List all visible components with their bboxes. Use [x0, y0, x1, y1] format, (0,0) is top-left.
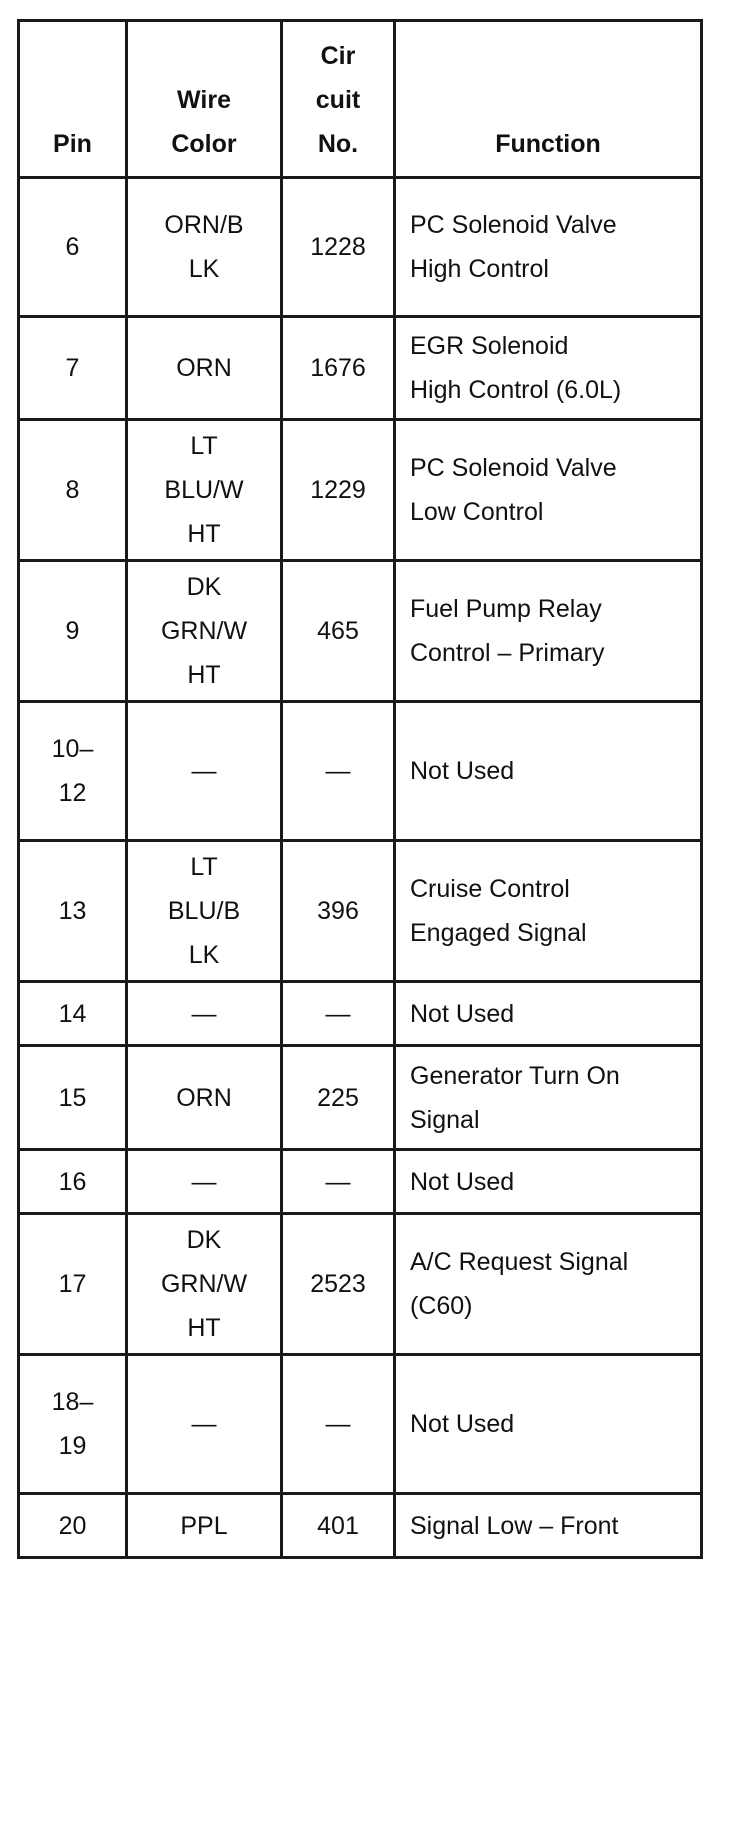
cell-function: [395, 178, 702, 317]
cell-text-line: 8: [65, 476, 80, 504]
cell-text-line: —: [191, 1167, 217, 1196]
cell-text-line: Pin: [53, 130, 92, 158]
cell-wire-color: [127, 1214, 282, 1355]
cell-text-line: Color: [171, 130, 237, 158]
cell-text-line: A/C Request Signal: [410, 1248, 629, 1276]
cell-text-line: Not Used: [410, 757, 515, 785]
cell-text-line: 12: [58, 779, 87, 807]
header-wire-color: [127, 21, 282, 178]
cell-text-line: —: [191, 1410, 217, 1438]
cell-pin: [19, 702, 127, 841]
cell-wire-color: [127, 420, 282, 561]
cell-text-line: 10–: [51, 735, 94, 763]
cell-text-line: 401: [317, 1511, 359, 1540]
cell-text-line: 7: [65, 354, 80, 382]
cell-function: [395, 561, 702, 702]
cell-function: [395, 1046, 702, 1150]
cell-text-line: PPL: [180, 1511, 228, 1540]
cell-circuit-no: [282, 1150, 395, 1214]
cell-text-line: HT: [187, 520, 221, 548]
cell-pin: [19, 317, 127, 420]
cell-text-line: (C60): [410, 1292, 473, 1320]
cell-text-line: 1228: [310, 233, 366, 261]
cell-text-line: —: [325, 999, 351, 1028]
cell-pin: [19, 982, 127, 1046]
table-row: [19, 317, 702, 420]
cell-text-line: 17: [58, 1270, 87, 1298]
cell-text-line: Low Control: [410, 498, 544, 526]
cell-circuit-no: [282, 702, 395, 841]
cell-wire-color: [127, 841, 282, 982]
table-row: [19, 561, 702, 702]
cell-text-line: BLU/W: [164, 476, 244, 504]
cell-circuit-no: [282, 1355, 395, 1494]
cell-text-line: 15: [58, 1083, 87, 1112]
cell-function: [395, 982, 702, 1046]
cell-text-line: Control – Primary: [410, 639, 605, 667]
cell-text-line: LK: [188, 941, 220, 969]
cell-circuit-no: [282, 317, 395, 420]
cell-wire-color: [127, 1355, 282, 1494]
cell-wire-color: [127, 1150, 282, 1214]
cell-text-line: DK: [186, 1226, 222, 1254]
cell-text-line: Fuel Pump Relay: [410, 595, 602, 623]
cell-text-line: PC Solenoid Valve: [410, 211, 617, 239]
cell-wire-color: [127, 317, 282, 420]
cell-text-line: High Control (6.0L): [410, 376, 622, 404]
cell-text-line: ORN: [176, 1083, 232, 1112]
cell-text-line: 16: [58, 1167, 87, 1196]
cell-text-line: Cir: [320, 42, 356, 70]
cell-text-line: LT: [190, 432, 218, 460]
cell-text-line: Wire: [177, 86, 231, 114]
cell-text-line: —: [325, 757, 351, 785]
cell-text-line: —: [191, 757, 217, 785]
cell-text-line: HT: [187, 661, 221, 689]
header-circuit-no: [282, 21, 395, 178]
cell-text-line: ORN: [176, 354, 232, 382]
cell-function: [395, 1150, 702, 1214]
cell-text-line: 1676: [310, 354, 366, 382]
cell-text-line: Signal Low – Front: [410, 1511, 619, 1540]
cell-text-line: 13: [58, 897, 87, 925]
table-row: [19, 1355, 702, 1494]
cell-pin: [19, 1494, 127, 1558]
cell-text-line: LT: [190, 853, 218, 881]
cell-text-line: No.: [317, 130, 359, 158]
cell-text-line: 465: [317, 617, 359, 645]
cell-text-line: BLU/B: [167, 897, 241, 925]
cell-pin: [19, 561, 127, 702]
cell-text-line: 18–: [51, 1388, 94, 1416]
cell-function: [395, 420, 702, 561]
cell-text-line: DK: [186, 573, 222, 601]
cell-text-line: 19: [58, 1432, 87, 1460]
cell-function: [395, 841, 702, 982]
cell-text-line: GRN/W: [160, 1270, 248, 1298]
cell-function: [395, 1494, 702, 1558]
table-row: [19, 1046, 702, 1150]
table-row: [19, 982, 702, 1046]
cell-text-line: 14: [58, 999, 87, 1028]
cell-circuit-no: [282, 982, 395, 1046]
cell-text-line: HT: [187, 1314, 221, 1342]
table-row: [19, 1150, 702, 1214]
table-row: [19, 1214, 702, 1355]
cell-circuit-no: [282, 1214, 395, 1355]
cell-circuit-no: [282, 561, 395, 702]
cell-wire-color: [127, 1494, 282, 1558]
table-body: [19, 178, 702, 1558]
cell-text-line: Not Used: [410, 999, 515, 1028]
cell-function: [395, 1355, 702, 1494]
table-row: [19, 420, 702, 561]
cell-wire-color: [127, 561, 282, 702]
cell-function: [395, 702, 702, 841]
table-row: [19, 841, 702, 982]
cell-text-line: cuit: [315, 86, 361, 114]
cell-wire-color: [127, 702, 282, 841]
cell-pin: [19, 1214, 127, 1355]
table-row: [19, 178, 702, 317]
cell-circuit-no: [282, 841, 395, 982]
cell-text-line: 20: [58, 1511, 87, 1540]
cell-text-line: PC Solenoid Valve: [410, 454, 617, 482]
cell-text-line: ORN/B: [164, 211, 244, 239]
cell-text-line: EGR Solenoid: [410, 332, 569, 360]
cell-text-line: —: [325, 1167, 351, 1196]
cell-text-line: 396: [317, 897, 359, 925]
cell-circuit-no: [282, 1494, 395, 1558]
cell-pin: [19, 841, 127, 982]
header-function: [395, 21, 702, 178]
cell-text-line: 6: [65, 233, 80, 261]
header-row: [19, 21, 702, 178]
cell-text-line: 9: [65, 617, 80, 645]
cell-pin: [19, 178, 127, 317]
cell-text-line: —: [191, 999, 217, 1028]
cell-text-line: Function: [495, 130, 601, 158]
cell-pin: [19, 1150, 127, 1214]
cell-text-line: Not Used: [410, 1410, 515, 1438]
cell-text-line: High Control: [410, 255, 549, 283]
cell-function: [395, 317, 702, 420]
cell-function: [395, 1214, 702, 1355]
cell-pin: [19, 1355, 127, 1494]
cell-circuit-no: [282, 178, 395, 317]
cell-circuit-no: [282, 420, 395, 561]
cell-circuit-no: [282, 1046, 395, 1150]
header-pin: [19, 21, 127, 178]
cell-text-line: 1229: [310, 476, 366, 504]
cell-wire-color: [127, 982, 282, 1046]
cell-text-line: Engaged Signal: [410, 919, 587, 947]
cell-text-line: 225: [317, 1083, 359, 1112]
cell-text-line: Cruise Control: [410, 875, 570, 903]
cell-wire-color: [127, 178, 282, 317]
cell-text-line: Generator Turn On: [410, 1061, 620, 1090]
cell-text-line: GRN/W: [160, 617, 248, 645]
cell-text-line: Signal: [410, 1105, 480, 1134]
cell-pin: [19, 1046, 127, 1150]
cell-text-line: LK: [188, 255, 220, 283]
cell-wire-color: [127, 1046, 282, 1150]
table-row: [19, 702, 702, 841]
pinout-table: [17, 19, 703, 1559]
cell-text-line: Not Used: [410, 1167, 515, 1196]
cell-pin: [19, 420, 127, 561]
connector-pinout-document: [17, 19, 703, 1559]
table-row: [19, 1494, 702, 1558]
cell-text-line: —: [325, 1410, 351, 1438]
cell-text-line: 2523: [310, 1270, 366, 1298]
